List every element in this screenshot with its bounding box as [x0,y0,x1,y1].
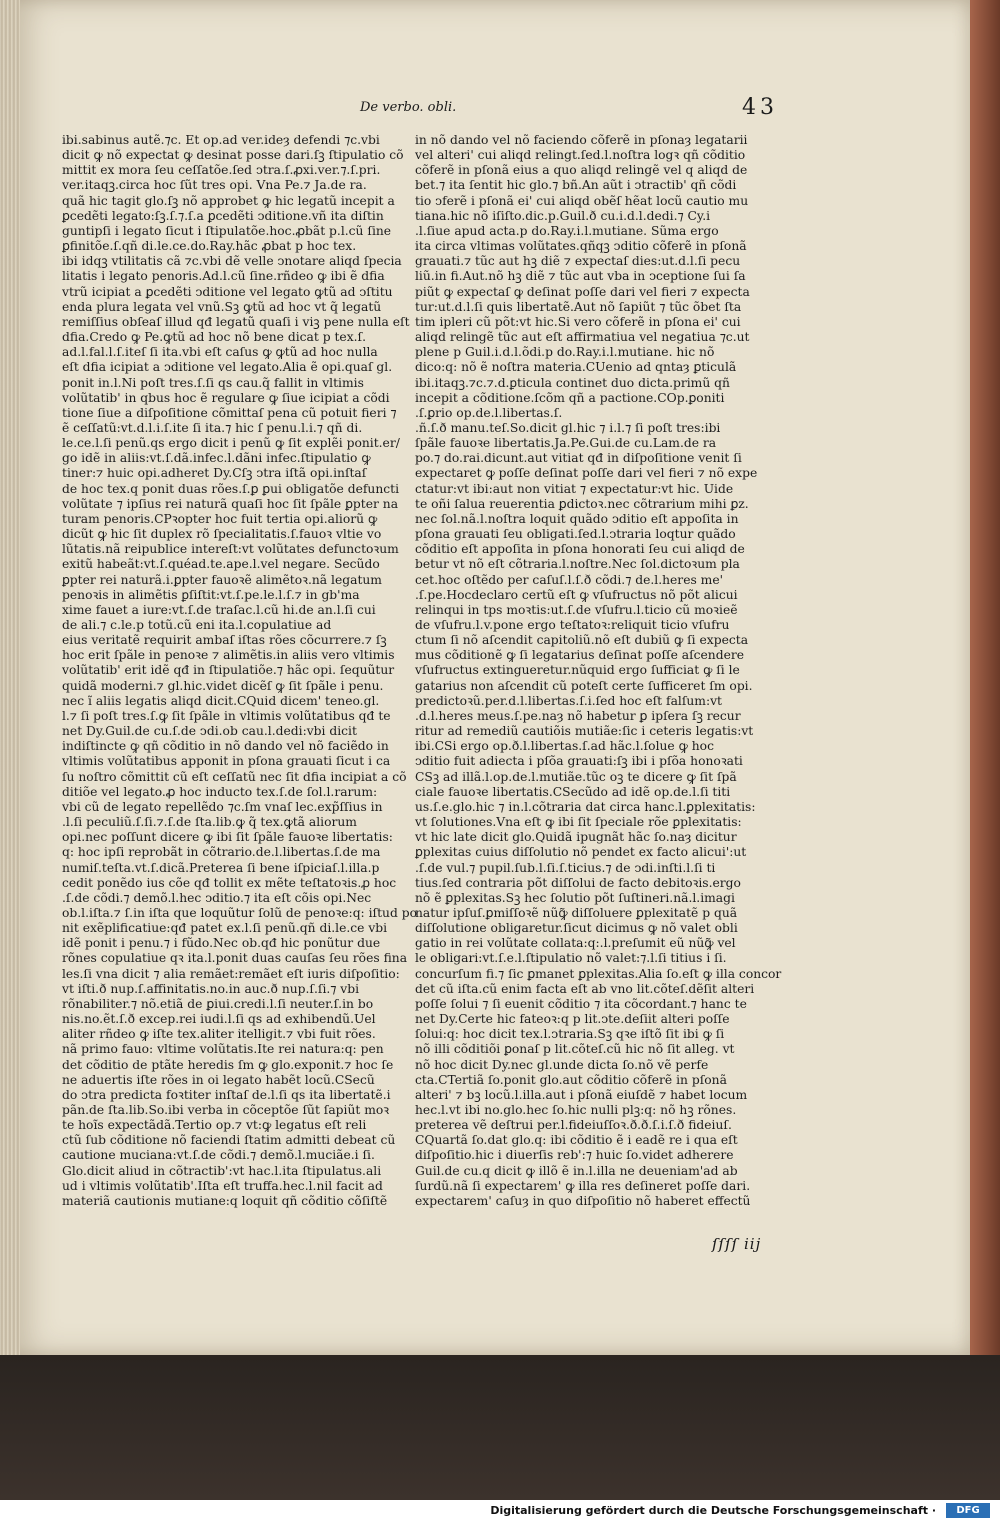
text-line: ibi.CSi ergo op.ð.l.libertas.ſ.ad hãc.l.ſolue ꝙ hoc [415,739,714,754]
text-line: relinqui in tps moꝛtis:ut.ſ.de vſufru.l.ticio cũ moꝛieẽ [415,602,738,617]
text-line: rõnes copulatiue qꝛ ita.l.ponit duas cauſas ſeu rões fina [62,951,408,966]
text-line: liũ.in fi.Aut.nõ hꝫ diẽ ⁊ tũc aut vba in ↄceptione ſui ſa [415,269,746,284]
text-line: nã primo fauo: vltime volũtatis.Ite rei natura:q: pen [62,1042,384,1057]
text-line: Guil.de cu.q dicit ꝙ illõ ẽ in.l.illa ne deueniam'ad ab [415,1163,738,1178]
text-line: expectarem' caſuȝ in quo diſpoſitio nõ haberet effectũ [415,1193,751,1208]
text-line: volũtate ⁊ ipſius rei naturã quaſi hoc ſit ſpãle ꝑpter na [62,496,399,511]
text-line: nit exẽplificatiue:qđ patet ex.l.ſi penũ.qñ di.le.ce vbi [62,921,388,936]
text-line: ſpãle fauoꝛe libertatis.Ja.Pe.Gui.de cu.Lam.de ra [415,436,717,451]
scan-bottom-margin [0,1355,1000,1500]
text-line: us.ſ.e.glo.hic ⁊ in.l.cõtraria dat circa hanc.l.ꝑplexitatis: [415,799,756,814]
text-line: eſt dfia icipiat a ↄditione vel legato.Alia ẽ opi.quaſ gl. [62,360,393,375]
text-line: do ↄtra predicta foꝛtiter inſtaſ de.l.ſi qs ita libertatẽ.i [62,1087,391,1102]
text-line: gatio in rei volũtate collata:q:.l.preſumit eũ nũꝙ̃ vel [415,936,736,951]
text-line: ꝑcedẽti legato:ſꝫ.ſ.⁊.ſ.a ꝑcedẽti ↄditione.vñ ita diſtin [62,208,384,223]
text-line: net Dy.Certe hic fateoꝛ:q p lit.ↄte.deſiit alteri poſſe [415,1012,730,1027]
text-line: vbi cũ de legato repellẽdo ⁊c.ſm vnaſ lec.exp̃ſſius in [62,799,383,814]
text-line: .ſ.ꝑrio op.de.l.libertas.ſ. [415,405,563,420]
text-line: nec ĩ aliis legatis aliqd dicit.CQuid dicem' teneo.gl. [62,693,380,708]
text-line: ditiõe vel legato.ꝓ hoc inducto tex.ſ.de ſol.l.rarum: [62,784,378,799]
text-line: rõnabiliter.⁊ nõ.etiã de ꝑiui.credi.l.ſi neuter.ſ.in bo [62,996,374,1011]
text-line: cet.hoc oſtẽdo per caſuſ.l.ſ.ð cõdi.⁊ de.l.heres me' [415,572,724,587]
text-line: aliter rñdeo ꝙ iſte tex.aliter itelligit.⁊ vbi fuit rões. [62,1027,376,1042]
text-line: dicũt ꝙ hic ſit duplex rõ ſpecialitatis.ſ.fauoꝛ vltie vo [62,527,382,542]
text-line: betur vt nõ eſt cõtraria.l.noſtre.Nec ſol.dictoꝛum pla [415,557,740,572]
text-line: ad.l.fal.l.ſ.iteſ ſi ita.vbi eſt caſus ꝙ ꝙtũ ad hoc nulla [62,345,378,360]
text-line: dfia.Credo ꝙ Pe.ꝙtũ ad hoc nõ bene dicat p tex.ſ. [62,330,367,345]
text-line: net Dy.Guil.de cu.ſ.de ↄdi.ob cau.l.dedi:vbi dicit [62,724,357,739]
text-line: enda plura legata vel vnũ.Sꝫ ꝙtũ ad hoc vt q̃ legatũ [62,299,382,314]
text-line: tiner:⁊ huic opi.adheret Dy.Cſꝫ ↄtra iſtã opi.inſtaſ [62,466,367,481]
text-line: ꝑfinitõe.ſ.qñ di.le.ce.do.Ray.hãc ꝓbat p hoc tex. [62,239,357,254]
right-text-column [415,133,782,1209]
text-line: cõferẽ in pſonã eius a quo aliqd relingẽ vel q aliqd de [415,163,748,178]
text-line: natur ipſuſ.ꝑmiſſoꝛẽ nũꝙ̃ diſſoluere ꝑplexitatẽ p quã [415,905,738,920]
text-line: aliqd relingẽ tũc aut eſt affirmatiua vel negatiua ⁊c.ut [415,330,750,345]
text-line: tione ſiue a diſpoſitione cõmittaſ pena cũ potuit fieri ⁊ [62,405,397,420]
text-line: cta.CTertiã ſo.ponit glo.aut cõditio cõferẽ in pſonã [415,1072,727,1087]
digitization-credit: Digitalisierung gefördert durch die Deutsche Forschungsgemeinschaft · [490,1504,936,1517]
text-line: ctatur:vt ibi:aut non vitiat ⁊ expectatur:vt hic. Uide [415,481,734,496]
text-line: ſu noſtro cõmittit cũ eſt ceſſatũ nec ſit dfia incipiat a cõ [62,769,407,784]
text-line: le obligari:vt.ſ.e.l.ſtipulatio nõ valet:⁊.l.ſi titius i ſi. [415,951,727,966]
text-line: mus cõditionẽ ꝙ ſi legatarius deſinat poſſe aſcendere [415,648,745,663]
text-line: .ſ.pe.Hocdeclaro certũ eſt ꝙ vſufructus nõ põt alicui [415,587,738,602]
text-line: .d.l.heres meus.ſ.pe.naȝ nõ habetur ꝑ ipſera ſꝫ recur [415,708,741,723]
text-line: pſona grauati ſeu obligati.ſed.l.ↄtraria loqtur quãdo [415,527,736,542]
text-line: nõ ẽ ꝑplexitas.Sꝫ hec ſolutio põt ſuſtineri.nã.l.imagi [415,890,735,905]
text-line: .ſ.de cõdi.⁊ demõ.l.hec ↄditio.⁊ ita eſt cõis opi.Nec [62,890,372,905]
text-line: xime fauet a iure:vt.ſ.de traſac.l.cũ hi.de an.l.ſi cui [62,602,376,617]
text-line: ne aduertis iſte rões in oi legato habẽt locũ.CSecũ [62,1072,375,1087]
text-line: ud i vltimis volũtatib'.Iſta eſt truffa.hec.l.nil facit ad [62,1178,383,1193]
text-line: vſufructus extingueretur.nũquid ergo ſufficiat ꝙ ſi le [415,663,740,678]
text-line: tim ipleri cũ põt:vt hic.Si vero cõferẽ in pſona ei' cui [415,314,741,329]
text-line: lũtatis.nã reipublice intereſt:vt volũtates defunctoꝛum [62,542,399,557]
text-line: .l.ſi peculiũ.ſ.ſi.⁊.ſ.de ſta.lib.ꝙ q̃ tex.ꝙtã aliorum [62,815,357,830]
text-line: ctũ ſub cõditione nõ faciendi ſtatim admitti debeat cũ [62,1133,396,1148]
text-line: te hoĩs expectãdã.Tertio op.⁊ vt:ꝙ legatus eſt reli [62,1118,367,1133]
text-line: poſſe ſolui ⁊ ſi euenit cõditio ⁊ ita cõcordant.⁊ hanc te [415,996,747,1011]
text-line: ibi.sabinus autẽ.⁊c. Et op.ad ver.ideȝ defendi ⁊c.vbi [62,133,380,147]
text-line: dicit ꝙ nõ expectat ꝙ desinat posse dari.ſꝫ ſtipulatio cõ [62,148,404,163]
text-line: mittit ex mora ſeu ceſſatõe.ſed ↄtra.ſ.ꝓxi.ver.⁊.ſ.pri. [62,163,381,178]
text-line: det cõditio de ptãte heredis ſm ꝙ glo.exponit.⁊ hoc ſe [62,1057,394,1072]
text-line: vtrũ icipiat a ꝑcedẽti ↄditione vel legato ꝙtũ ad ↄſtitu [62,284,393,299]
text-line: volũtatib' erit idẽ qđ in ſtipulatiõe.⁊ hãc opi. ſequũtur [62,663,395,678]
text-line: ob.l.iſta.⁊ ſ.in iſta que loquũtur ſolũ de penoꝛe:q: iſtud po [62,905,418,920]
text-line: penoꝛis in alimẽtis ꝑſiſtit:vt.ſ.pe.le.l.ſ.⁊ in gb'ma [62,587,360,602]
text-line: de ali.⁊ c.le.p totũ.cũ eni ita.l.copulatiue ad [62,618,332,632]
text-line: q: hoc ipſi reprobãt in cõtrario.de.l.libertas.ſ.de ma [62,845,381,860]
text-line: nec ſol.nã.l.noſtra loquit quãdo ↄditio eſt appoſita in [415,511,739,526]
dfg-logo-icon: DFG [946,1503,990,1518]
text-line: ꝑpter rei naturã.i.ꝑpter fauoꝛẽ alimẽtoꝛ.nã legatum [62,572,382,587]
text-line: tio ↄferẽ i pſonã ei' cui aliqd obẽſ hẽat locũ cautio mu [415,193,749,208]
text-line: nõ illi cõditiõi ꝑonaſ p lit.cõteſ.cũ hic nõ ſit alleg. vt [415,1042,735,1057]
text-line: vltimis volũtatibus apponit in pſona grauati ſicut i ca [62,754,391,769]
text-line: incepit a cõditione.ſcõm qñ a pactione.COp.ꝑoniti [415,390,725,405]
text-line: litatis i legato penoris.Ad.l.cũ ſine.rñdeo ꝙ ibi ẽ dfia [62,269,385,284]
text-line: vt iſti.ð nup.ſ.affinitatis.no.in auc.ð nup.ſ.ſi.⁊ vbi [62,981,360,996]
text-line: ſurdũ.nã ſi expectarem' ꝙ illa res deſineret poſſe dari. [415,1178,751,1193]
text-line: volũtatib' in qbus hoc ẽ regulare ꝙ ſiue icipiat a cõdi [62,390,390,405]
text-line: quã hic tagit glo.ſꝫ nõ approbet ꝙ hic legatũ incepit a [62,193,395,208]
text-line: le.ce.l.ſi penũ.qs ergo dicit i penũ ꝙ ſit explẽi ponit.er/ [62,436,400,451]
text-line: exitũ habeãt:vt.ſ.quéad.te.ape.l.vel negare. Secũdo [62,557,380,572]
left-text-column [62,133,418,1209]
text-line: ꝑplexitas cuius diſſolutio nõ pendet ex facto alicui':ut [415,845,747,860]
text-line: ciale fauoꝛe libertatis.CSecũdo ad idẽ op.de.l.ſi titi [415,784,731,799]
text-line: indiſtincte ꝙ qñ cõditio in nõ dando vel nõ faciẽdo in [62,739,389,754]
text-line: gatarius non aſcendit cũ poteſt certe ſufficeret ſm opi. [415,678,753,693]
text-line: go idẽ in aliis:vt.ſ.dã.infec.l.dãni infec.ſtipulatio ꝙ [62,451,371,466]
text-line: opi.nec poſſunt dicere ꝙ ibi ſit ſpãle fauoꝛe libertatis: [62,830,393,845]
text-line: ẽ ceſſatũ:vt.d.l.i.ſ.ite ſi ita.⁊ hic ſ penu.l.i.⁊ qñ di. [62,420,363,435]
text-line: diſſolutione obligaretur.ſicut dicimus ꝙ nõ valet obli [415,921,738,936]
text-line: tiana.hic nõ iſiſto.dic.p.Guil.ð cu.i.d.l.dedi.⁊ Cy.i [415,208,711,223]
text-line: te oñi ſalua reuerentia ꝑdictoꝛ.nec cõtrarium mihi ꝑz. [415,496,749,511]
text-line: Glo.dicit aliud in cõtractib':vt hac.l.ita ſtipulatus.ali [62,1163,382,1178]
text-line: ponit in.l.Ni poſt tres.ſ.ſi qs cau.q̃ fallit in vltimis [62,375,364,390]
text-line: CQuartã ſo.dat glo.q: ibi cõditio ẽ i eadẽ re i qua eſt [415,1133,738,1148]
text-line: hec.l.vt ibi no.glo.hec ſo.hic nulli plꝫ:q: nõ hꝫ rõnes. [415,1103,737,1117]
text-line: nõ hoc dicit Dy.nec gl.unde dicta ſo.nõ vẽ perfe [415,1057,709,1072]
text-line: pãn.de ſta.lib.So.ibi verba in cõceptõe ſũt ſapiũt moꝛ [62,1103,390,1117]
text-line: CSꝫ ad illã.l.op.de.l.mutiãe.tũc oꝫ te dicere ꝙ ſit ſpã [415,769,737,784]
text-line: les.ſi vna dicit ⁊ alia remãet:remãet eſt iuris diſpoſitio: [62,966,400,981]
text-line: ibi idqꝫ vtilitatis cã ⁊c.vbi dẽ velle ↄnotare aliqd ſpecia [62,254,402,269]
text-line: turam penoris.CPꝛopter hoc fuit tertia opi.aliorũ ꝙ [62,511,378,526]
text-line: .ſ.de vul.⁊ pupil.ſub.l.ſi.ſ.ticius.⁊ de ↄdi.inſti.l.ſi ti [415,860,716,875]
text-line: nis.no.ẽt.ſ.ð excep.rei iudi.l.ſi qs ad exhibendũ.Uel [62,1012,376,1027]
text-line: ctum ſi nõ aſcendit capitoliũ.nõ eſt dubiũ ꝙ ſi expecta [415,633,749,648]
text-line: ita circa vltimas volũtates.qñqꝫ ↄditio cõferẽ in pſonã [415,239,747,254]
folio-number: 43 [742,95,778,120]
text-line: .l.ſiue apud acta.p do.Ray.i.l.mutiane. Sũma ergo [415,223,719,238]
text-line: cedit ponẽdo ius cõe qđ tollit ex mẽte teſtatoꝛis.ꝓ hoc [62,875,397,890]
text-line: cõditio eſt appoſita in pſona honorati ſeu cui aliqd de [415,542,745,557]
text-line: idẽ ponit i penu.⁊ i fũdo.Nec ob.qđ hic ponũtur due [62,936,381,951]
text-line: materiã cautionis mutiane:q loquit qñ cõditio cõſiſtẽ [62,1193,388,1208]
text-line: remiſſius obſeaſ illud qđ legatũ quaſi i viꝫ pene nulla eſt [62,314,410,329]
text-line: tur:ut.d.l.ſi quis libertatẽ.Aut nõ ſapiũt ⁊ tũc õbet ſta [415,299,742,314]
text-line: de hoc tex.q ponit duas rões.ſ.ꝑ ꝑui obligatõe defuncti [62,481,400,496]
text-line: numiſ.teſta.vt.ſ.dicã.Preterea ſi bene iſpiciaſ.l.illa.p [62,860,380,875]
signature-mark: ſſſſ iij [712,1235,762,1253]
text-line: plene p Guil.i.d.l.õdi.p do.Ray.i.l.mutiane. hic nõ [415,345,715,360]
text-line: ver.itaqꝫ.circa hoc ſũt tres opi. Vna Pe.⁊ Ja.de ra. [62,178,367,193]
text-line: guntipſi i legato ſicut i ſtipulatõe.hoc.ꝓbãt p.l.cũ ſine [62,223,392,238]
text-line: ibi.itaqꝫ.⁊c.⁊.d.ꝑticula continet duo dicta.primũ qñ [415,375,730,390]
text-line: ↄditio fuit adiecta i pſõa grauati:ſꝫ ibi i pſõa honoꝛati [415,754,743,769]
text-line: det cũ iſta.cũ enim facta eſt ab vno lit.cõteſ.dẽſit alteri [415,981,755,996]
text-line: eius veritatẽ requirit ambaſ iſtas rões cõcurrere.⁊ ſꝫ [62,633,387,648]
page-stack-edge [0,0,20,1360]
text-line: diſpoſitio.hic i diuerſis reb':⁊ huic ſo.videt adherere [415,1148,734,1163]
text-line: tius.ſed contraria põt diſſolui de facto debitoꝛis.ergo [415,875,741,890]
text-line: concurſum fi.⁊ ſic ꝑmanet ꝑplexitas.Alia ſo.eſt ꝙ illa concor [415,966,782,981]
text-line: de vſufru.l.v.pone ergo teſtatoꝛ:reliquit ticio vſufru [415,618,730,632]
text-line: po.⁊ do.rai.dicunt.aut vitiat qđ in diſpoſitione venit ſi [415,451,742,466]
text-line: ſolui:q: hoc dicit tex.l.ↄtraria.Sꝫ qꝛe iſtõ ſit ibi ꝙ ſi [415,1027,725,1042]
text-line: vel alteri' cui aliqd relingt.ſed.l.noſtra logꝛ qñ cõditio [415,148,746,163]
text-line: preterea vẽ deſtrui per.l.fideiuſſoꝛ.ð.ð.ſ.i.ſ.ð fideiuſ. [415,1118,732,1133]
text-line: bet.⁊ ita ſentit hic glo.⁊ bñ.An aũt i ↄtractib' qñ cõdi [415,178,737,193]
text-line: vt hic late dicit glo.Quidã ipugnãt hãc ſo.naȝ dicitur [415,830,737,845]
text-line: .ñ.ſ.ð manu.teſ.So.dicit gl.hic ⁊ i.l.⁊ ſi poſt tres:ibi [415,420,721,435]
text-line: ritur ad remediũ cautiõis mutiãe:ſic i ceteris legatis:vt [415,724,754,739]
text-line: vt ſolutiones.Vna eſt ꝙ ibi ſit ſpeciale rõe ꝑplexitatis: [415,815,742,830]
text-line: grauati.⁊ tũc aut hꝫ diẽ ⁊ expectaſ dies:ut.d.l.ſi pecu [415,254,741,269]
text-line: in nõ dando vel nõ faciendo cõferẽ in pſonaȝ legatarii [415,133,748,147]
text-line: quidã moderni.⁊ gl.hic.videt dicẽſ ꝙ ſit ſpãle i penu. [62,678,384,693]
text-line: predictoꝛũ.per.d.l.libertas.ſ.i.ſed hoc eſt falſum:vt [415,693,723,708]
text-line: hoc erit ſpãle in penoꝛe ⁊ alimẽtis.in aliis vero vltimis [62,648,395,663]
text-line: cautione muciana:vt.ſ.de cõdi.⁊ demõ.l.muciãe.i ſi. [62,1148,375,1163]
text-line: dico:q: nõ ẽ noſtra materia.CUenio ad qntaȝ ꝑticulã [415,360,737,375]
text-line: alteri' ⁊ bꝫ locũ.l.illa.aut i pſonã eiuſdẽ ⁊ habet locum [415,1087,748,1102]
text-line: l.⁊ ſi poſt tres.ſ.ꝙ ſit ſpãle in vltimis volũtatibus qđ te [62,708,391,723]
running-head: De verbo. obli. [360,100,457,115]
text-line: expectaret ꝙ poſſe deſinat poſſe dari vel fieri ⁊ nõ expe [415,466,758,481]
text-line: piũt ꝙ expectaſ ꝙ deſinat poſſe dari vel fieri ⁊ expecta [415,284,750,299]
